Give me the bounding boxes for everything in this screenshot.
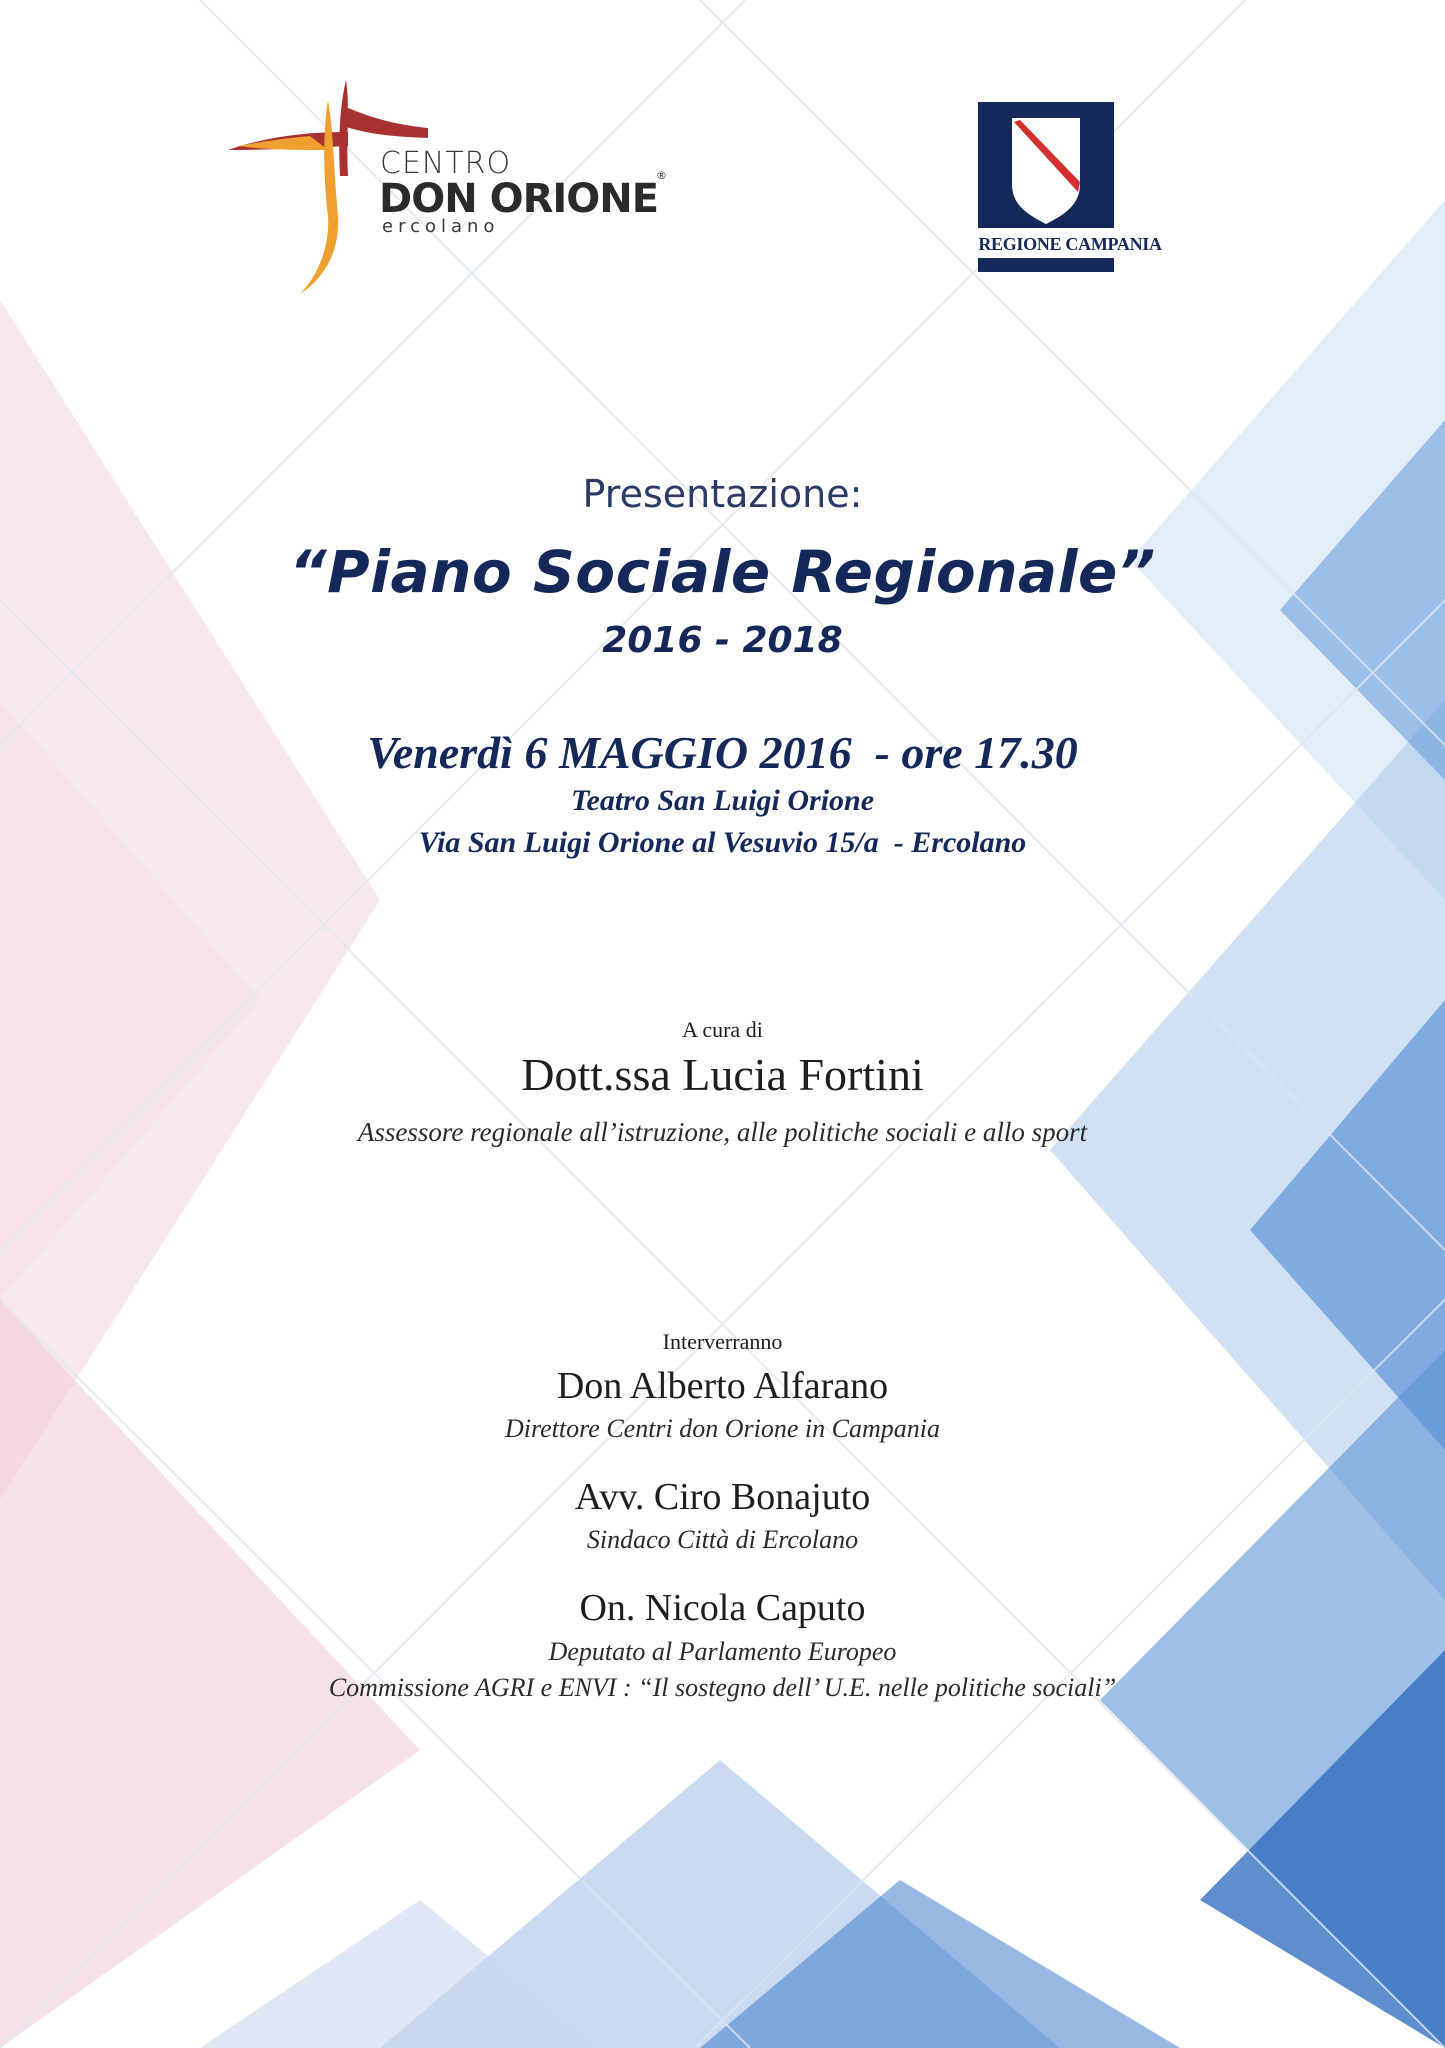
presentation-title: “Piano Sociale Regionale”: [289, 538, 1156, 606]
presentation-label: Presentazione:: [582, 472, 863, 516]
presentation-years: 2016 - 2018: [602, 620, 843, 661]
logo-line-don-orione: DON ORIONE: [379, 176, 659, 222]
logo-registered-mark: ®: [656, 169, 667, 182]
logo-line-centro: CENTRO: [380, 146, 512, 181]
event-address: Via San Luigi Orione al Vesuvio 15/a - Ercolano: [418, 826, 1027, 859]
regione-campania-text: REGIONE CAMPANIA: [978, 234, 1162, 254]
event-venue: Teatro San Luigi Orione: [570, 784, 875, 817]
speaker-name: Don Alberto Alfarano: [556, 1365, 889, 1407]
curator-intro: A cura di: [682, 1017, 763, 1042]
event-date-time: Venerdì 6 MAGGIO 2016 - ore 17.30: [367, 727, 1078, 778]
speaker-role: Sindaco Città di Ercolano: [586, 1525, 859, 1554]
speakers-intro: Interverranno: [662, 1329, 783, 1354]
speaker-role-detail: Commissione AGRI e ENVI : “Il sostegno dell’ U.E. nelle politiche sociali”: [328, 1673, 1117, 1702]
curator-name: Dott.ssa Lucia Fortini: [521, 1049, 924, 1100]
speaker-name: Avv. Ciro Bonajuto: [574, 1476, 871, 1518]
curator-role: Assessore regionale all’istruzione, alle politiche sociali e allo sport: [357, 1117, 1088, 1147]
centro-don-orione-logo: [228, 76, 678, 296]
speaker-role: Direttore Centri don Orione in Campania: [504, 1414, 940, 1443]
speaker-role: Deputato al Parlamento Europeo: [548, 1637, 897, 1666]
regione-campania-logo: [960, 100, 1180, 280]
logo-line-ercolano: ercolano: [382, 216, 500, 237]
speaker-name: On. Nicola Caputo: [579, 1587, 866, 1629]
